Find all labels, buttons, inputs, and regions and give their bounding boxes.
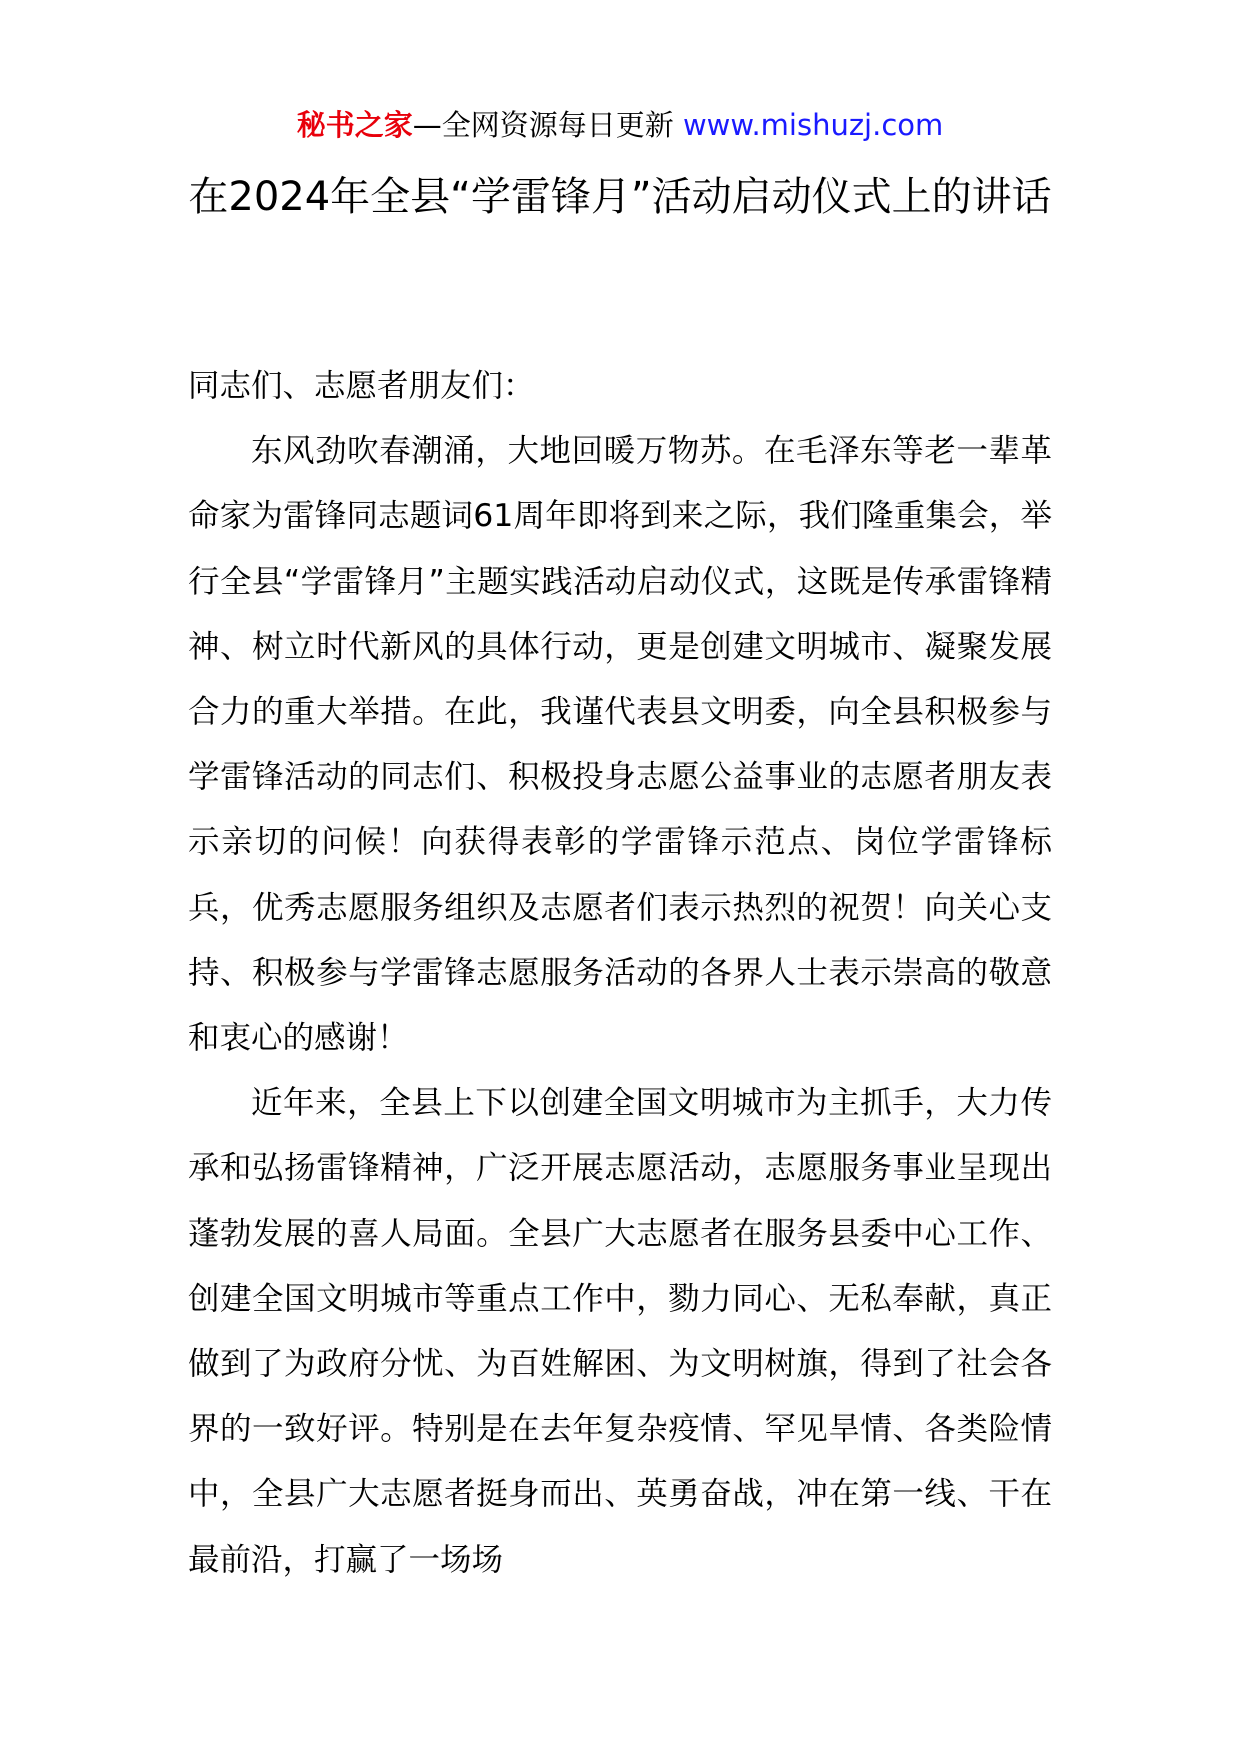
website-link[interactable]: www.mishuzj.com [682, 108, 944, 142]
paragraph-2: 近年来，全县上下以创建全国文明城市为主抓手，大力传承和弘扬雷锋精神，广泛开展志愿活动，志愿服务事业呈现出蓬勃发展的喜人局面。全县广大志愿者在服务县委中心工作、创建全国文明城市等重点工作中，勠力同心、无私奉献，真正做到了为政府分忧、为百姓解困、为文明树旗，得到了社会各界的一致好评。特别是在去年复杂疫情、罕见旱情、各类险情中，全县广大志愿者挺身而出、英勇奋战，冲在第一线、干在最前沿，打赢了一场场 [188, 1085, 1052, 1578]
header-tagline: —全网资源每日更新 [412, 108, 683, 142]
salutation: 同志们、志愿者朋友们： [188, 368, 535, 404]
page-header [0, 98, 1240, 152]
brand-name: 秘书之家 [296, 108, 413, 142]
paragraph-1: 东风劲吹春潮涌，大地回暖万物苏。在毛泽东等老一辈革命家为雷锋同志题词61周年即将到来之际，我们隆重集会，举行全县“学雷锋月”主题实践活动启动仪式，这既是传承雷锋精神、树立时代新风的具体行动，更是创建文明城市、凝聚发展合力的重大举措。在此，我谨代表县文明委，向全县积极参与学雷锋活动的同志们、积极投身志愿公益事业的志愿者朋友表示亲切的问候！向获得表彰的学雷锋示范点、岗位学雷锋标兵，优秀志愿服务组织及志愿者们表示热烈的祝贺！向关心支持、积极参与学雷锋志愿服务活动的各界人士表示崇高的敬意和衷心的感谢！ [188, 433, 1052, 1057]
document-body [188, 354, 1052, 1593]
document-title: 在2024年全县“学雷锋月”活动启动仪式上的讲话 [188, 174, 1052, 220]
